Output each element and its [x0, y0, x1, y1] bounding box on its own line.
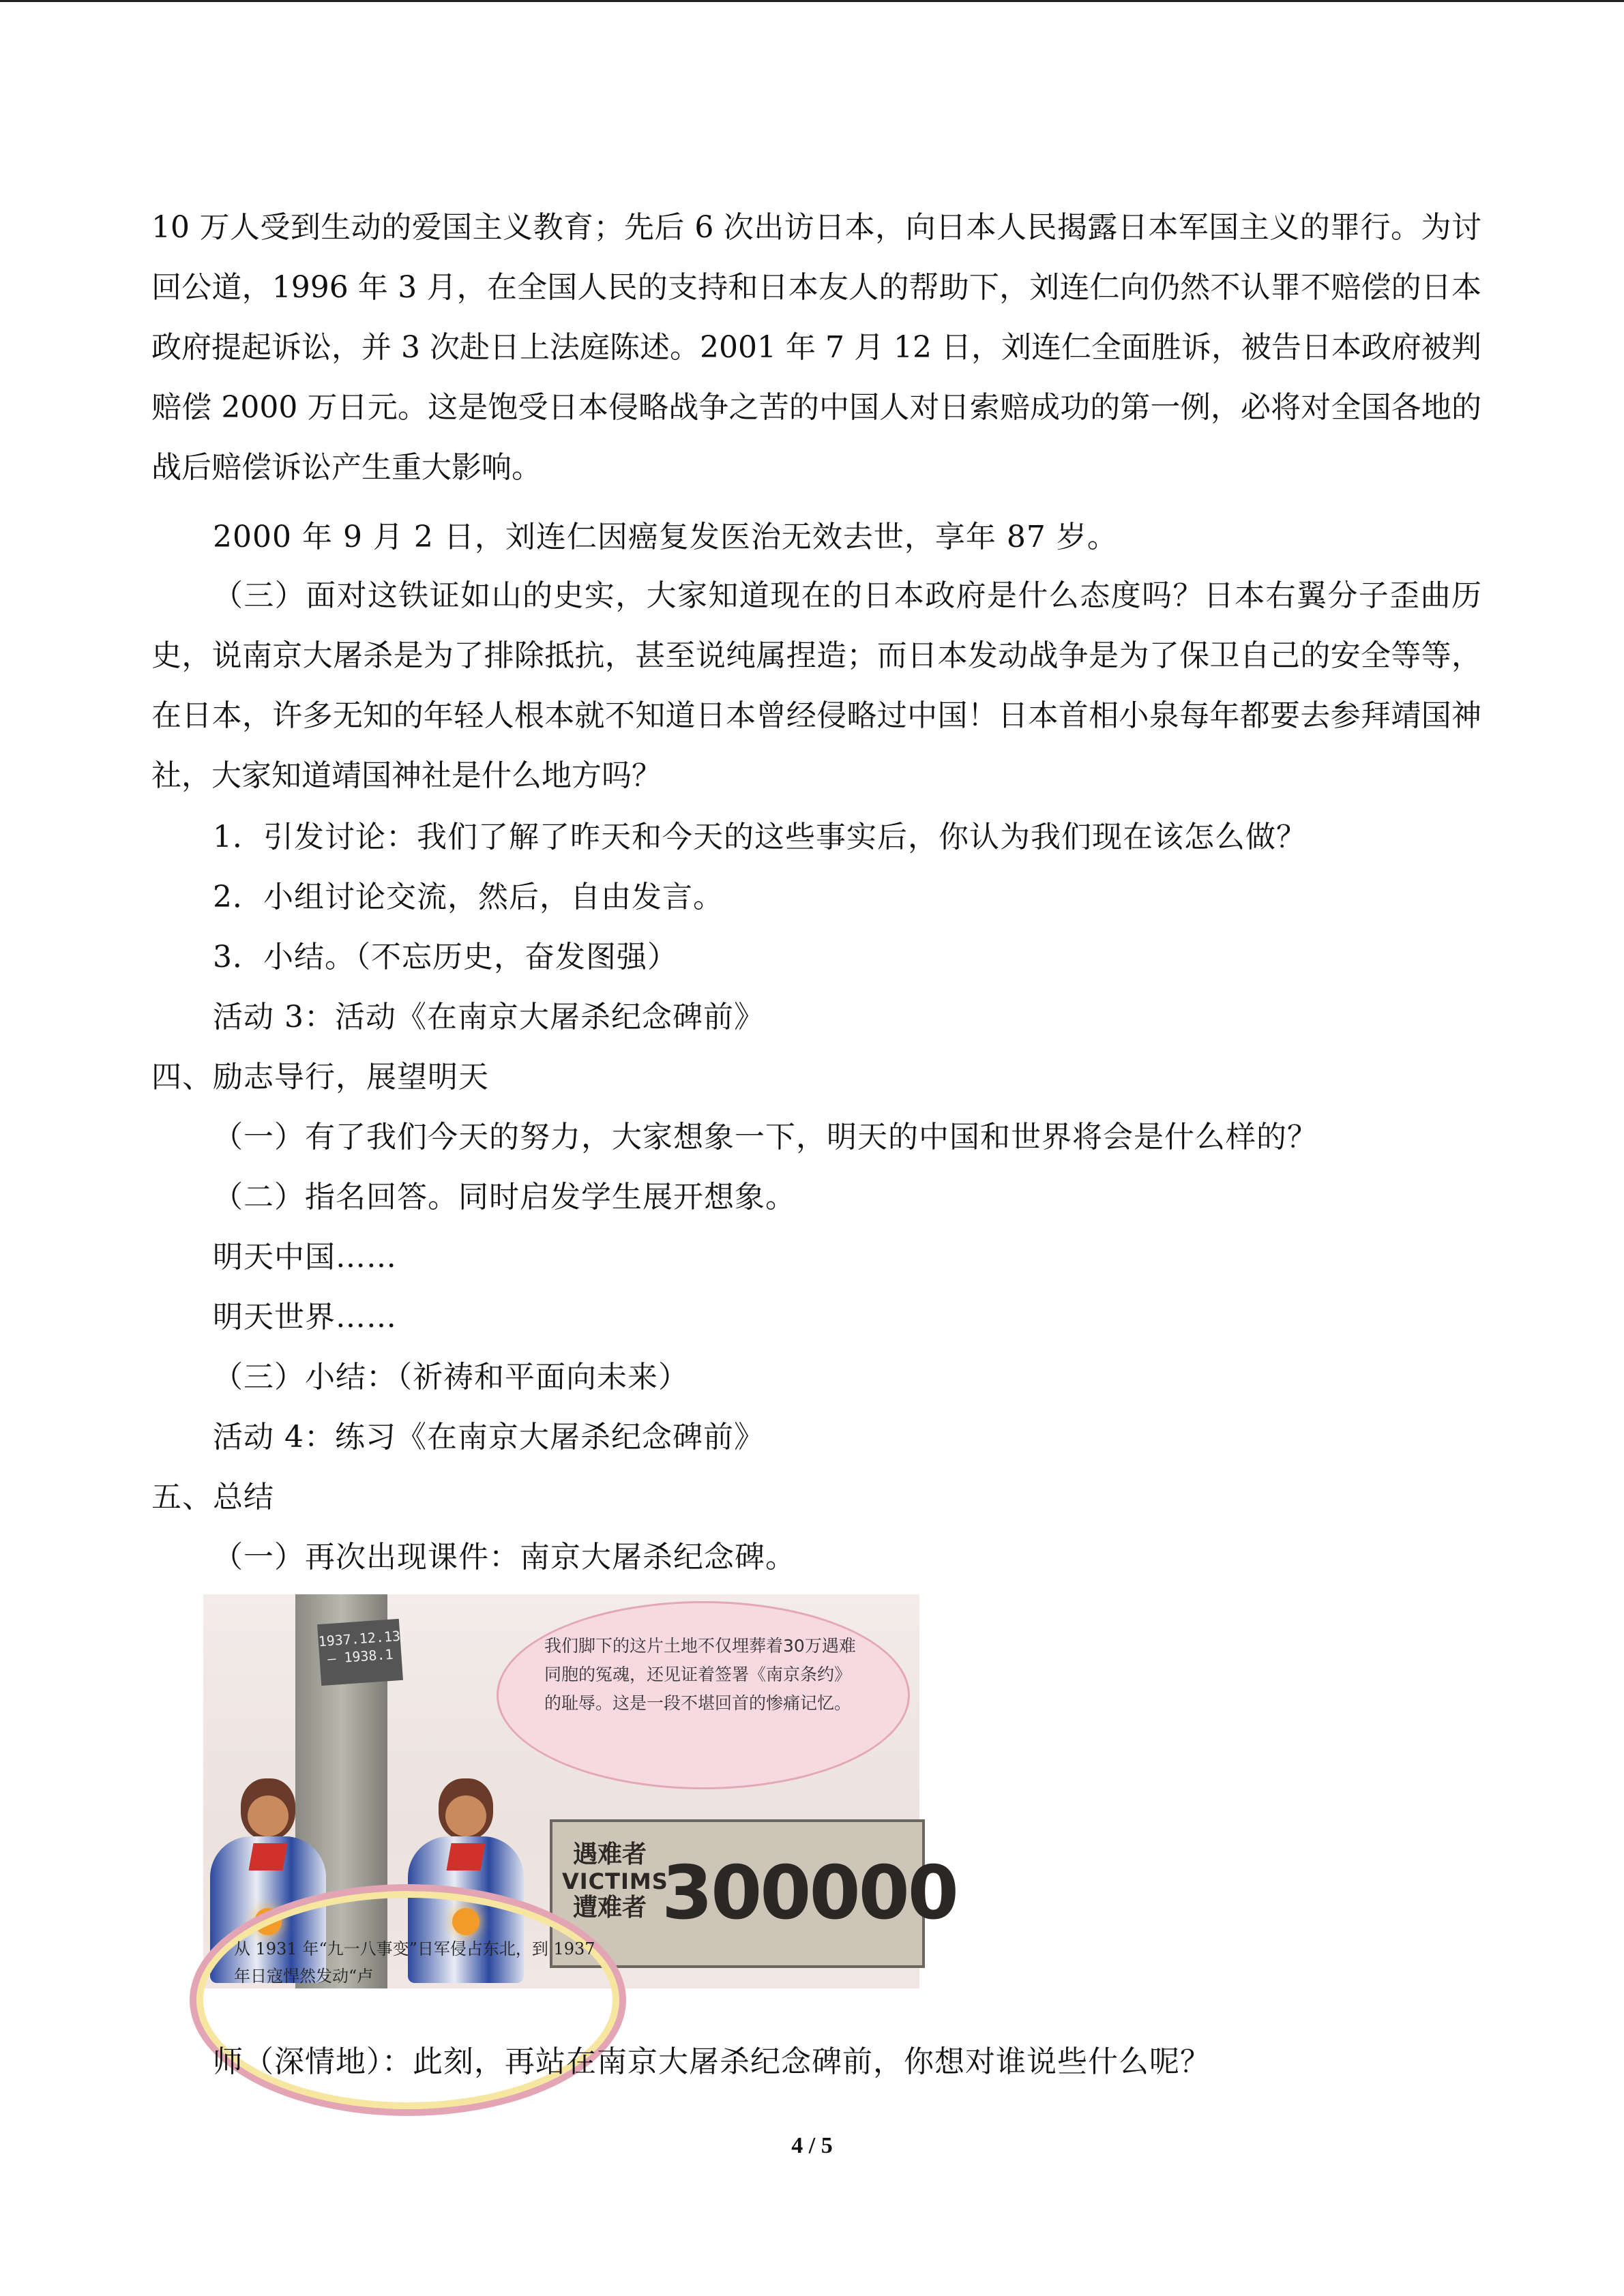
- section-heading-four: 四、励志导行，展望明天: [151, 1060, 489, 1094]
- figure-caption: 从 1931 年“九一八事变”日军侵占东北，到 1937 年日寇悍然发动“卢: [234, 1939, 595, 1986]
- speech-bubble-text: 我们脚下的这片土地不仅埋葬着30万遇难同胞的冤魂，还见证着签署《南京条约》的耻辱。这是一段不堪回首的惨痛记忆。: [544, 1636, 856, 1713]
- section-heading-five: 五、总结: [151, 1480, 274, 1515]
- tomorrow-world: 明天世界……: [213, 1300, 397, 1335]
- plaque-chinese-bottom: 遭难者: [572, 1894, 647, 1922]
- page-top-border: [0, 0, 1624, 2]
- plaque-english: VICTIMS: [562, 1868, 668, 1894]
- paragraph-death: 2000 年 9 月 2 日，刘连仁因癌复发医治无效去世，享年 87 岁。: [213, 520, 1118, 554]
- section4-item-3: （三）小结：（祈祷和平面向未来）: [213, 1360, 689, 1395]
- activity-4: 活动 4：练习《在南京大屠杀纪念碑前》: [213, 1420, 765, 1455]
- rainbow-arc: [190, 1884, 626, 2116]
- discussion-step-3: 3．小结。（不忘历史，奋发图强）: [213, 940, 678, 974]
- paragraph-section-three: （三）面对这铁证如山的史实，大家知道现在的日本政府是什么态度吗？日本右翼分子歪曲历史，说南京大屠杀是为了排除抵抗，甚至说纯属捏造；而日本发动战争是为了保卫自己的安全等等，在日本，许多无知的年轻人根本就不知道日本曾经侵略过中国！日本首相小泉每年都要去参拜靖国神社，大家知道靖国神社是什么地方吗？: [151, 578, 1481, 793]
- paragraph-liu-lianren-lawsuit: 10 万人受到生动的爱国主义教育；先后 6 次出访日本，向日本人民揭露日本军国主义的罪行。为讨回公道，1996 年 3 月，在全国人民的支持和日本友人的帮助下，刘连仁向仍然不认罪不赔偿的日本政府提起诉讼，并 3 次赴日上法庭陈述。2001 年 7 月 12 日，刘连仁全面胜诉，被告日本政府被判赔偿 2000 万日元。这是饱受日本侵略战争之苦的中国人对日索赔成功的第一例，必将对全国各地的战后赔偿诉讼产生重大影响。: [151, 210, 1481, 485]
- section4-item-1: （一）有了我们今天的努力，大家想象一下，明天的中国和世界将会是什么样的？: [213, 1120, 1318, 1154]
- discussion-step-1: 1．引发讨论：我们了解了昨天和今天的这些事实后，你认为我们现在该怎么做？: [213, 820, 1307, 854]
- page-number: 4 / 5: [791, 2133, 833, 2158]
- monument-date-plate: 1937.12.13 — 1938.1: [317, 1619, 403, 1686]
- discussion-step-2: 2．小组讨论交流，然后，自由发言。: [213, 880, 724, 914]
- tomorrow-china: 明天中国……: [213, 1240, 397, 1274]
- section4-item-2: （二）指名回答。同时启发学生展开想象。: [213, 1180, 796, 1214]
- nanjing-memorial-image: [203, 1594, 957, 1988]
- teacher-question: 师（深情地）：此刻，再站在南京大屠杀纪念碑前，你想对谁说些什么呢？: [213, 2044, 1211, 2079]
- section5-item-1: （一）再次出现课件：南京大屠杀纪念碑。: [213, 1540, 796, 1575]
- victims-number: 300000: [662, 1851, 957, 1936]
- plaque-chinese-top: 遇难者: [572, 1840, 647, 1868]
- activity-3: 活动 3：活动《在南京大屠杀纪念碑前》: [213, 1000, 765, 1034]
